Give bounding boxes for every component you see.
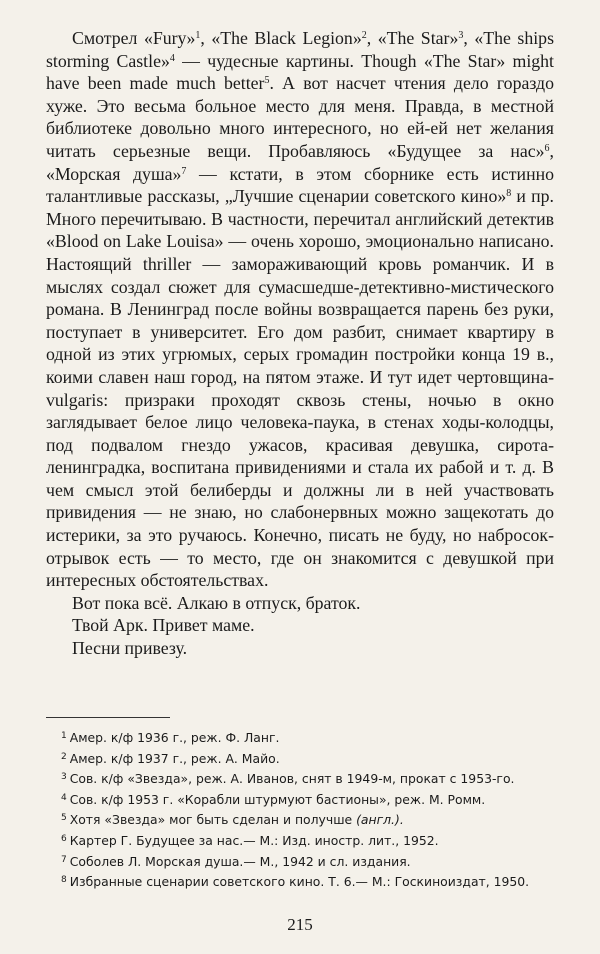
footnote-text: Амер. к/ф 1936 г., реж. Ф. Ланг. — [69, 730, 280, 745]
footnote-ref-1[interactable]: 1 — [195, 30, 201, 41]
footnote-8 — [46, 871, 556, 892]
footnote-number: 2 — [61, 751, 67, 762]
footnote-number: 3 — [61, 772, 67, 783]
footnote-5 — [46, 809, 556, 830]
text-run: и пр. Много перечитываю. В частности, перечитал английский детектив «Blood on Lake Louisa» — очень хорошо, эмоционально написано. Настоящий thriller — замораживающий кровь романчик. И в мыслях создал сюжет для сумасшедше-детективно-мистического романа. В Ленинград после войны возвращается парень без руки, поступает в университет. Его дом разбит, снимает квартиру в одной из этих угрюмых, серых громадин постройки конца 19 в., коими славен наш город, на пятом этаже. И тут идет чертовщина-vulgaris: призраки проходят сквозь стены, ночью в окно заглядывает белое лицо человека-паука, в стенах ходы-колодцы, под подвалом гнездо ужасов, красивая девушка, сирота-ленинградка, воспитана привидениями и стала их рабой и т. д. В чем смысл этой белиберды и должны ли в ней участвовать привидения — не знаю, но слабонервных можно защекотать до истерики, за это ручаюсь. Конечно, писать не буду, но набросок-отрывок есть — то место, где он знакомится с девушкой при интересных обстоятельствах. — [46, 186, 554, 591]
footnote-number: 4 — [61, 792, 67, 803]
footnote-text: Картер Г. Будущее за нас.— М.: Изд. иностр. лит., 1952. — [69, 832, 439, 848]
footnote-number: 1 — [61, 731, 67, 741]
footnote-text: Сов. к/ф «Звезда», реж. А. Иванов, снят в 1949-м, прокат с 1953-го. — [69, 771, 515, 787]
footnote-text: Избранные сценарии советского кино. Т. 6.— М.: Госкиноиздат, 1950. — [69, 874, 530, 890]
footnote-6 — [46, 830, 556, 851]
footnote-4 — [46, 789, 556, 810]
footnote-7 — [46, 851, 556, 872]
footnote-number: 8 — [61, 875, 67, 886]
footnote-3 — [46, 768, 556, 789]
text-run: — кстати, в этом сборнике есть истинно талантливые рассказы, „Лучшие сценарии советского кино» — [46, 163, 554, 207]
footnote-ref-8[interactable]: 8 — [506, 188, 512, 200]
text-run: — чудесные картины. Though «The Star» might have been made much better — [46, 50, 554, 94]
text-run: , «The Star» — [366, 28, 459, 48]
footnotes — [46, 727, 556, 892]
text-run: . А вот насчет чтения дело гораздо хуже. Это весьма больное место для меня. Правда, в местной библиотеке довольно много интересного, но ей-ей нет желания читать серьезные вещи. Пробавляюсь «Будущее за нас» — [46, 73, 554, 161]
text-run: , «Морская душа» — [46, 140, 554, 184]
paragraph-closing: Вот пока всё. Алкаю в отпуск, браток. — [72, 592, 361, 613]
paragraph-main — [46, 27, 554, 592]
paragraph-postscript: Песни привезу. — [72, 638, 188, 659]
footnote-ref-2[interactable]: 2 — [361, 30, 367, 41]
text-run: , «The ships storming Castle» — [46, 28, 554, 71]
text-run: , «The Black Legion» — [200, 28, 362, 48]
footnote-text: Хотя «Звезда» мог быть сделан и получше — [69, 812, 357, 828]
footnote-text: Сов. к/ф 1953 г. «Корабли штурмуют бастионы», реж. М. Ромм. — [69, 791, 486, 807]
footnote-ref-6[interactable]: 6 — [544, 142, 550, 154]
footnote-ref-4[interactable]: 4 — [169, 52, 175, 64]
footnote-language-mark: (англ.). — [356, 812, 404, 828]
footnote-1 — [46, 727, 556, 748]
footnote-ref-7[interactable]: 7 — [181, 165, 187, 177]
page-number: 215 — [287, 915, 313, 934]
paragraph-signature: Твой Арк. Привет маме. — [72, 615, 255, 636]
footnote-text: Амер. к/ф 1937 г., реж. А. Майо. — [69, 750, 280, 766]
footnote-number: 7 — [61, 854, 67, 865]
footnote-text: Соболев Л. Морская душа.— М., 1942 и сл. издания. — [69, 853, 411, 869]
footnote-ref-3[interactable]: 3 — [458, 30, 464, 41]
letter-body — [46, 27, 554, 660]
footnote-ref-5[interactable]: 5 — [264, 75, 270, 87]
footnote-divider — [46, 717, 170, 718]
text-run: Смотрел «Fury» — [72, 28, 196, 48]
footnote-number: 6 — [61, 833, 67, 844]
footnote-2 — [46, 748, 556, 769]
footnote-number: 5 — [61, 813, 67, 824]
